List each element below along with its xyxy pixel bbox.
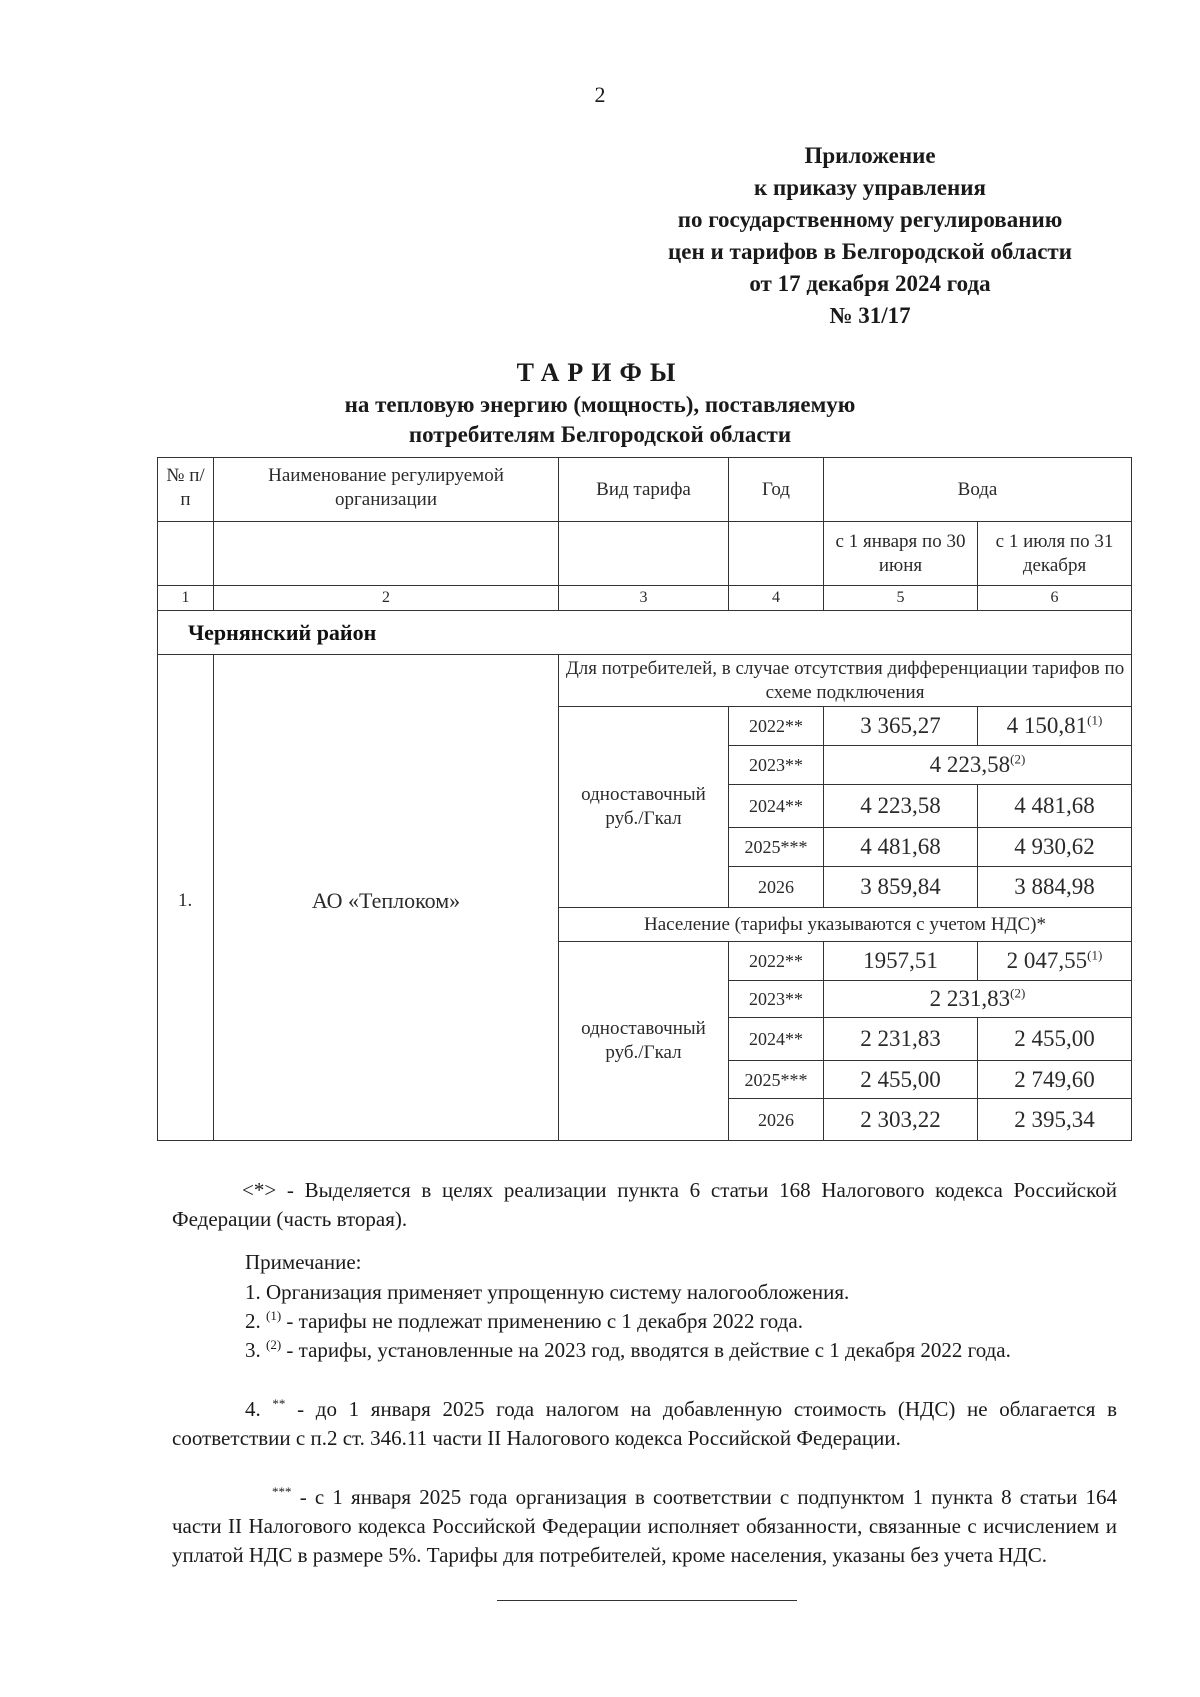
year-cell: 2026 bbox=[729, 867, 824, 908]
note-2 bbox=[172, 1307, 1117, 1336]
notes-title: Примечание: bbox=[245, 1250, 362, 1274]
value-text: 2 047,55 bbox=[1006, 948, 1088, 973]
note-3-mark: (2) bbox=[266, 1337, 282, 1352]
column-number: 2 bbox=[214, 586, 559, 611]
page-number: 2 bbox=[594, 82, 606, 107]
note-5-lead bbox=[172, 1485, 272, 1509]
table-row bbox=[158, 655, 1132, 707]
value-cell: 4 930,62 bbox=[978, 828, 1132, 867]
note-4-prefix: 4. bbox=[245, 1397, 261, 1421]
subheader-empty bbox=[158, 522, 214, 586]
year-cell: 2024** bbox=[729, 785, 824, 828]
district-name: Чернянский район bbox=[158, 611, 1132, 655]
subheader-empty bbox=[214, 522, 559, 586]
appendix-line-1: Приложение bbox=[804, 143, 936, 168]
note-5-mark: *** bbox=[272, 1484, 292, 1499]
group-2-caption: Население (тарифы указываются с учетом НДС)* bbox=[559, 908, 1132, 942]
title-main: ТАРИФЫ bbox=[516, 358, 684, 387]
value-cell: 4 481,68 bbox=[824, 828, 978, 867]
group-2-tariff-type: одноставочный руб./Гкал bbox=[559, 942, 729, 1141]
subheader-empty bbox=[559, 522, 729, 586]
note-2-prefix: 2. bbox=[245, 1309, 261, 1333]
footnote-mark: (1) bbox=[1087, 947, 1103, 963]
appendix-line-4: цен и тарифов в Белгородской области bbox=[668, 239, 1072, 264]
value-cell: 4 223,58 bbox=[824, 785, 978, 828]
value-cell: 2 303,22 bbox=[824, 1099, 978, 1141]
header-period-1: с 1 января по 30 июня bbox=[824, 522, 978, 586]
note-4-mark: ** bbox=[272, 1396, 286, 1411]
year-cell: 2023** bbox=[729, 746, 824, 785]
note-1: 1. Организация применяет упрощенную систему налогообложения. bbox=[245, 1280, 850, 1304]
row-number: 1. bbox=[158, 655, 214, 1141]
year-cell: 2022** bbox=[729, 707, 824, 746]
value-cell bbox=[978, 707, 1132, 746]
title-sub-2: потребителям Белгородской области bbox=[408, 422, 792, 447]
district-row bbox=[158, 611, 1132, 655]
title-sub-1: на тепловую энергию (мощность), поставляемую bbox=[344, 392, 856, 417]
appendix-line-2: к приказу управления bbox=[754, 175, 986, 200]
document-title bbox=[0, 356, 1200, 450]
note-3-text: - тарифы, установленные на 2023 год, вводятся в действие с 1 декабря 2022 года. bbox=[286, 1338, 1011, 1362]
value-cell: 2 455,00 bbox=[978, 1018, 1132, 1061]
header-npp: № п/п bbox=[158, 458, 214, 522]
merged-value-cell bbox=[824, 981, 1132, 1018]
appendix-line-6: № 31/17 bbox=[829, 303, 911, 328]
value-cell bbox=[978, 942, 1132, 981]
header-period-2: с 1 июля по 31 декабря bbox=[978, 522, 1132, 586]
note-4-text: - до 1 января 2025 года налогом на добавленную стоимость (НДС) не облагается в соответствии с п.2 ст. 346.11 части II Налогового кодекса Российской Федерации. bbox=[172, 1397, 1117, 1450]
value-cell: 2 231,83 bbox=[824, 1018, 978, 1061]
value-cell: 3 859,84 bbox=[824, 867, 978, 908]
footnote-mark: (2) bbox=[1010, 751, 1026, 767]
header-tariff-type: Вид тарифа bbox=[559, 458, 729, 522]
header-org: Наименование регулируемой организации bbox=[214, 458, 559, 522]
note-3 bbox=[172, 1336, 1117, 1365]
note-3-prefix: 3. bbox=[245, 1338, 261, 1362]
year-cell: 2025*** bbox=[729, 1061, 824, 1099]
column-numbers-row bbox=[158, 586, 1132, 611]
value-cell: 2 749,60 bbox=[978, 1061, 1132, 1099]
group-1-tariff-type: одноставочный руб./Гкал bbox=[559, 707, 729, 908]
org-name: АО «Теплоком» bbox=[214, 655, 559, 1141]
footnote-mark: (1) bbox=[1087, 712, 1103, 728]
value-cell: 3 365,27 bbox=[824, 707, 978, 746]
note-5-text: - с 1 января 2025 года организация в соответствии с подпунктом 1 пункта 8 статьи 164 части II Налогового кодекса Российской Федерации исполняет обязанности, связанные с исчислением и уплатой НДС в размере 5%. Тарифы для потребителей, кроме населения, указаны без учета НДС. bbox=[172, 1485, 1117, 1567]
column-number: 6 bbox=[978, 586, 1132, 611]
note-4 bbox=[172, 1395, 1117, 1453]
group-1-caption: Для потребителей, в случае отсутствия дифференциации тарифов по схеме подключения bbox=[559, 655, 1132, 707]
value-cell: 2 455,00 bbox=[824, 1061, 978, 1099]
bottom-divider bbox=[497, 1600, 797, 1601]
appendix-line-5: от 17 декабря 2024 года bbox=[749, 271, 991, 296]
table-subheader-row bbox=[158, 522, 1132, 586]
year-cell: 2022** bbox=[729, 942, 824, 981]
header-year: Год bbox=[729, 458, 824, 522]
value-cell: 3 884,98 bbox=[978, 867, 1132, 908]
tariffs-table bbox=[157, 457, 1132, 1141]
column-number: 3 bbox=[559, 586, 729, 611]
year-cell: 2024** bbox=[729, 1018, 824, 1061]
value-text: 2 231,83 bbox=[929, 986, 1011, 1011]
value-text: 4 223,58 bbox=[929, 752, 1011, 777]
footnote-star: <*> - Выделяется в целях реализации пункта 6 статьи 168 Налогового кодекса Российской Федерации (часть вторая). bbox=[172, 1178, 1117, 1231]
note-5 bbox=[172, 1483, 1117, 1570]
column-number: 5 bbox=[824, 586, 978, 611]
value-cell: 1957,51 bbox=[824, 942, 978, 981]
note-2-text: - тарифы не подлежат применению с 1 декабря 2022 года. bbox=[286, 1309, 803, 1333]
year-cell: 2026 bbox=[729, 1099, 824, 1141]
appendix-line-3: по государственному регулированию bbox=[677, 207, 1063, 232]
year-cell: 2023** bbox=[729, 981, 824, 1018]
value-text: 4 150,81 bbox=[1006, 713, 1088, 738]
footnote-mark: (2) bbox=[1010, 985, 1026, 1001]
value-cell: 2 395,34 bbox=[978, 1099, 1132, 1141]
value-cell: 4 481,68 bbox=[978, 785, 1132, 828]
note-2-mark: (1) bbox=[266, 1308, 282, 1323]
merged-value-cell bbox=[824, 746, 1132, 785]
subheader-empty bbox=[729, 522, 824, 586]
header-water: Вода bbox=[824, 458, 1132, 522]
column-number: 1 bbox=[158, 586, 214, 611]
table-header-row bbox=[158, 458, 1132, 522]
column-number: 4 bbox=[729, 586, 824, 611]
appendix-header bbox=[600, 140, 1140, 332]
year-cell: 2025*** bbox=[729, 828, 824, 867]
